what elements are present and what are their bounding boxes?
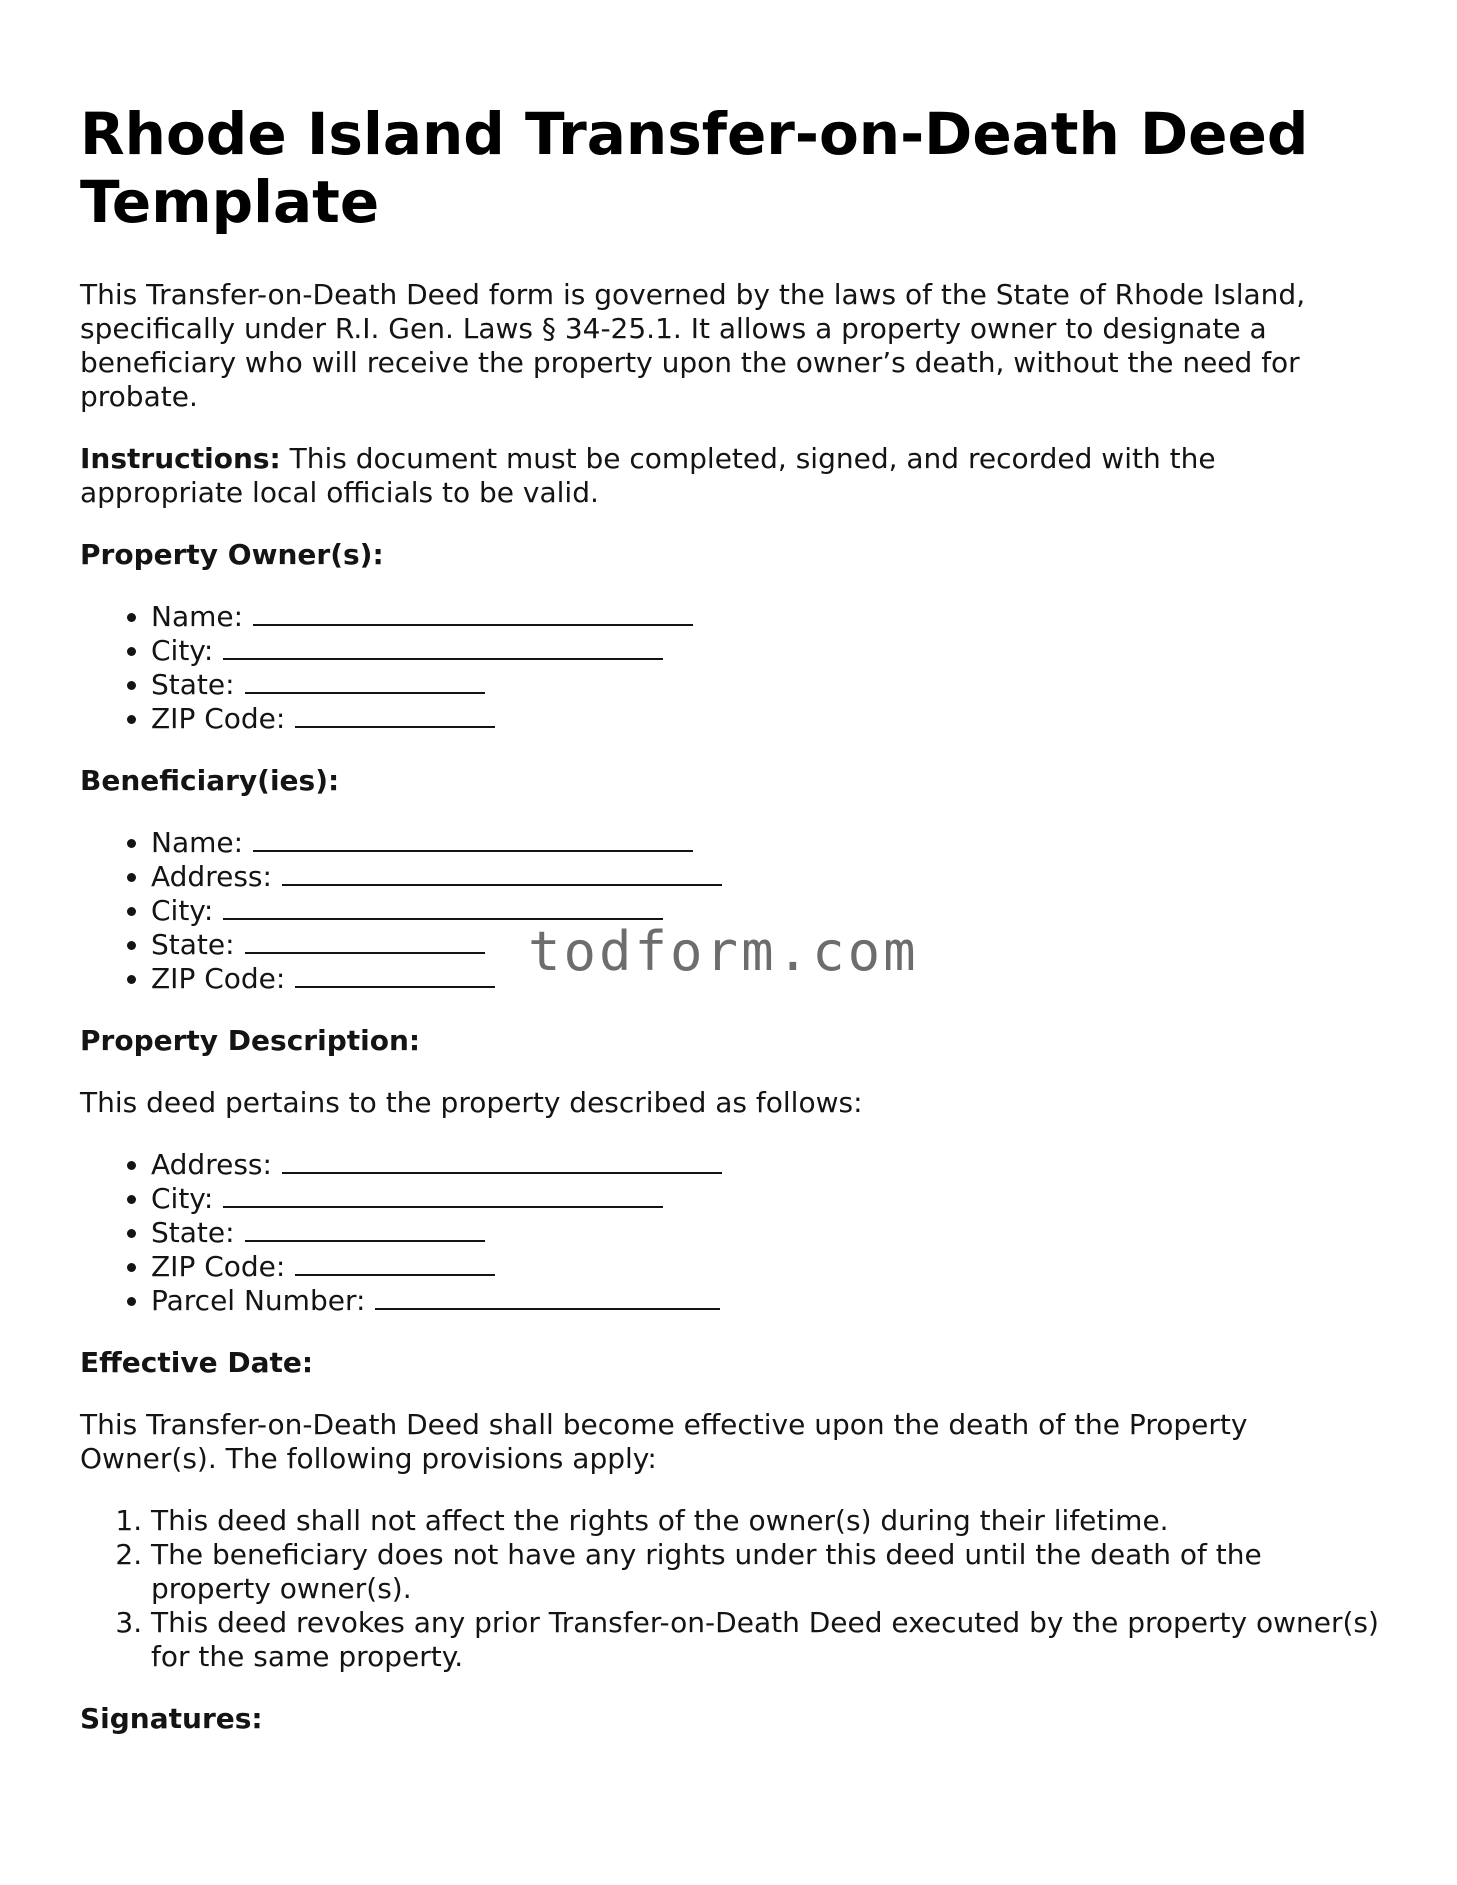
property-address-field[interactable] [282,1148,722,1174]
owners-list [80,600,1380,736]
property-address-label: • Address: [151,1148,272,1181]
property-state-label: • State: [151,1216,235,1249]
property-state-field[interactable] [245,1216,485,1242]
list-item [151,634,1380,668]
property-intro: This deed pertains to the property described as follows: [80,1086,863,1119]
instructions-paragraph [80,442,1380,510]
beneficiaries-heading: Beneficiary(ies): [80,764,340,797]
owner-zip-field[interactable] [295,702,495,728]
beneficiary-zip-label: • ZIP Code: [151,962,286,995]
property-city-label: • City: [151,1182,214,1215]
list-item [151,1250,1380,1284]
owner-state-field[interactable] [245,668,485,694]
effective-intro: This Transfer-on-Death Deed shall become effective upon the death of the Property Owner(s). The following provisions apply: [80,1408,1248,1475]
owner-state-label: • State: [151,668,235,701]
intro-paragraph: This Transfer-on-Death Deed form is governed by the laws of the State of Rhode Island, specifically under R.I. Gen. Laws § 34-25.1. It allows a property owner to designate a beneficiary who will receive the property upon the owner’s death, without the need for probate. [80,278,1306,413]
beneficiary-state-field[interactable] [245,928,485,954]
beneficiary-address-label: • Address: [151,860,272,893]
property-parcel-label: • Parcel Number: [151,1284,366,1317]
owner-city-label: • City: [151,634,214,667]
provision-item: 3. This deed revokes any prior Transfer-on-Death Deed executed by the property owner(s) for the same property. [151,1606,1380,1674]
beneficiary-city-label: • City: [151,894,214,927]
list-item [151,928,1380,962]
owner-name-field[interactable] [253,600,693,626]
list-item [151,600,1380,634]
property-list [80,1148,1380,1318]
list-item [151,860,1380,894]
property-zip-label: • ZIP Code: [151,1250,286,1283]
beneficiary-name-field[interactable] [253,826,693,852]
provision-item: 1. This deed shall not affect the rights of the owner(s) during their lifetime. [151,1504,1380,1538]
list-item [151,1148,1380,1182]
watermark: todform.com [528,920,919,983]
beneficiary-zip-field[interactable] [295,962,495,988]
owner-city-field[interactable] [223,634,663,660]
property-city-field[interactable] [223,1182,663,1208]
list-item [151,962,1380,996]
list-item [151,668,1380,702]
owner-zip-label: • ZIP Code: [151,702,286,735]
list-item [151,826,1380,860]
property-zip-field[interactable] [295,1250,495,1276]
owners-heading: Property Owner(s): [80,538,384,571]
instructions-text: This document must be completed, signed, and recorded with the appropriate local officials to be valid. [80,442,1216,509]
instructions-label: Instructions: [80,442,281,475]
provision-item: 2. The beneficiary does not have any rights under this deed until the death of the property owner(s). [151,1538,1380,1606]
owner-name-label: • Name: [151,600,244,633]
beneficiary-city-field[interactable] [223,894,663,920]
list-item [151,1284,1380,1318]
list-item [151,702,1380,736]
list-item [151,894,1380,928]
signatures-heading: Signatures: [80,1702,263,1735]
property-heading: Property Description: [80,1024,421,1057]
page-title: Rhode Island Transfer-on-Death Deed Template [80,100,1309,236]
beneficiary-state-label: • State: [151,928,235,961]
provisions-list [80,1504,1380,1674]
beneficiaries-list [80,826,1380,996]
list-item [151,1216,1380,1250]
document-page [80,100,1380,1764]
beneficiary-address-field[interactable] [282,860,722,886]
list-item [151,1182,1380,1216]
effective-heading: Effective Date: [80,1346,314,1379]
property-parcel-field[interactable] [375,1284,720,1310]
beneficiary-name-label: • Name: [151,826,244,859]
